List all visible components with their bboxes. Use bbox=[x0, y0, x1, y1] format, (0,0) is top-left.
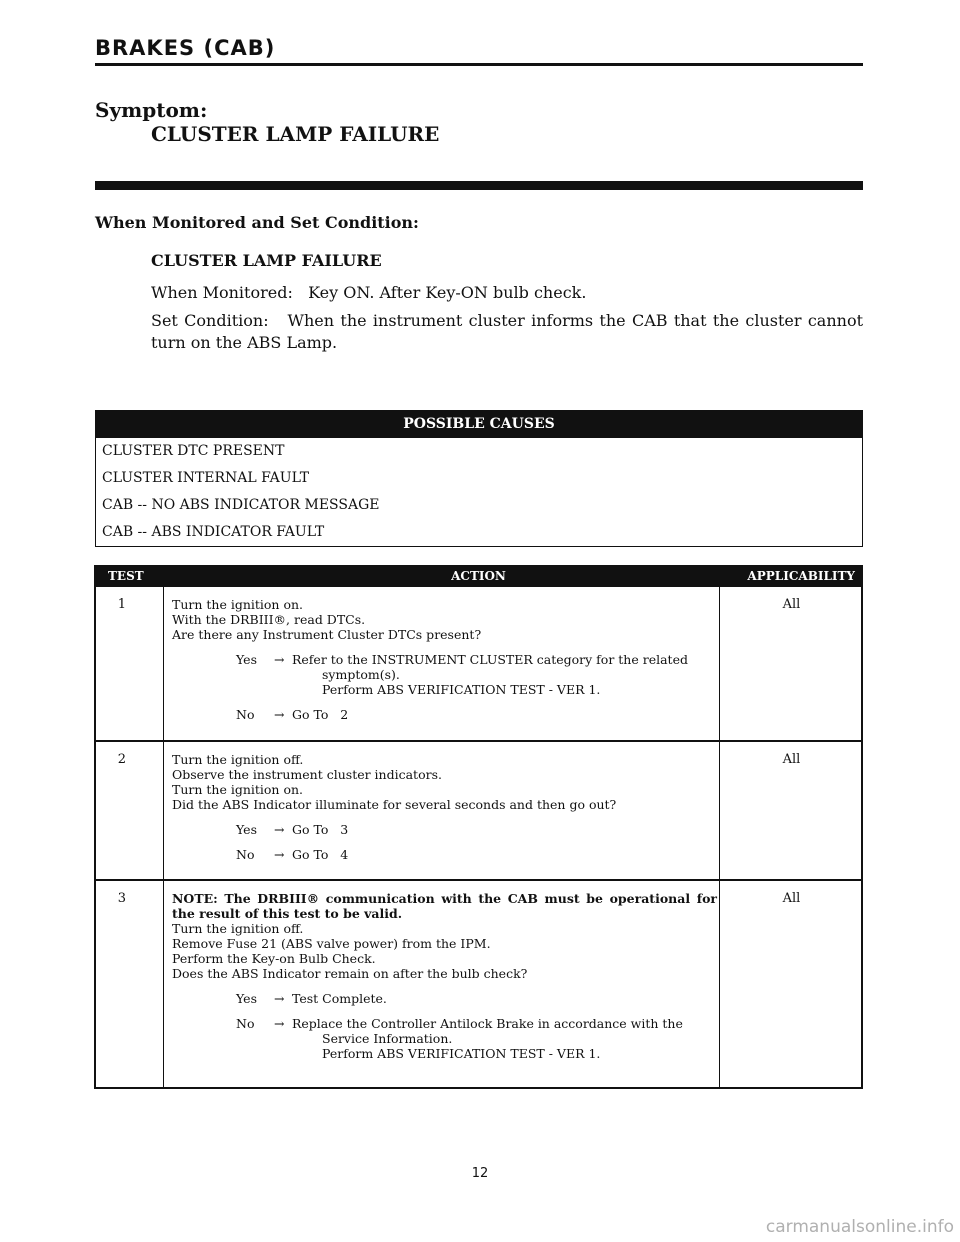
yes-text bbox=[292, 822, 717, 837]
no-line: Service Information. bbox=[322, 1031, 453, 1046]
watermark: carmanualsonline.info bbox=[765, 1217, 954, 1237]
no-label: No bbox=[236, 847, 255, 862]
yes-line: Perform ABS VERIFICATION TEST - VER 1. bbox=[322, 682, 601, 697]
no-line: Replace the Controller Antilock Brake in accordance with the bbox=[292, 1016, 683, 1031]
action-line: Remove Fuse 21 (ABS valve power) from the IPM. bbox=[172, 936, 491, 951]
symptom-label: Symptom: bbox=[95, 98, 208, 122]
cause-item: CLUSTER INTERNAL FAULT bbox=[102, 470, 310, 486]
action-line: Turn the ignition on. bbox=[172, 782, 303, 797]
applicability: All bbox=[782, 752, 801, 767]
no-label: No bbox=[236, 1016, 255, 1031]
action-line: Turn the ignition off. bbox=[172, 752, 304, 767]
symptom-title: CLUSTER LAMP FAILURE bbox=[151, 122, 440, 146]
action-line: Perform the Key-on Bulb Check. bbox=[172, 951, 376, 966]
action-line: With the DRBIII®, read DTCs. bbox=[172, 612, 366, 627]
no-answer bbox=[172, 707, 717, 722]
test-number: 3 bbox=[117, 891, 126, 906]
arrow-icon: → bbox=[274, 847, 285, 862]
arrow-icon: → bbox=[274, 822, 285, 837]
action-line: Observe the instrument cluster indicators. bbox=[172, 767, 442, 782]
arrow-icon: → bbox=[274, 707, 285, 722]
yes-line: Test Complete. bbox=[292, 991, 387, 1006]
action-line: Turn the ignition off. bbox=[172, 921, 304, 936]
test-action bbox=[172, 752, 717, 862]
column-divider bbox=[163, 881, 164, 1087]
header-test: TEST bbox=[108, 569, 144, 583]
set-condition: Set Condition: When the instrument cluster informs the CAB that the cluster cannot turn on the ABS Lamp. bbox=[151, 311, 869, 352]
section-rule bbox=[95, 63, 863, 66]
applicability: All bbox=[782, 597, 801, 612]
no-line: Go To 4 bbox=[292, 847, 349, 862]
yes-label: Yes bbox=[236, 652, 257, 667]
test-action bbox=[172, 891, 717, 1061]
test-table bbox=[94, 565, 863, 1089]
header-action: ACTION bbox=[451, 569, 506, 583]
no-label: No bbox=[236, 707, 255, 722]
test-row bbox=[94, 587, 863, 742]
yes-line: Refer to the INSTRUMENT CLUSTER category for the related bbox=[292, 652, 688, 667]
column-divider bbox=[719, 881, 720, 1087]
possible-causes-box bbox=[95, 410, 863, 547]
applicability: All bbox=[782, 891, 801, 906]
no-line: Go To 2 bbox=[292, 707, 349, 722]
no-line: Perform ABS VERIFICATION TEST - VER 1. bbox=[322, 1046, 601, 1061]
test-row bbox=[94, 742, 863, 881]
no-text bbox=[292, 847, 717, 862]
test-row bbox=[94, 881, 863, 1089]
action-line: Does the ABS Indicator remain on after the bulb check? bbox=[172, 966, 528, 981]
action-line: Are there any Instrument Cluster DTCs present? bbox=[172, 627, 482, 642]
yes-answer bbox=[172, 652, 717, 697]
arrow-icon: → bbox=[274, 991, 285, 1006]
yes-text bbox=[292, 991, 717, 1006]
action-line: Turn the ignition on. bbox=[172, 597, 303, 612]
yes-label: Yes bbox=[236, 991, 257, 1006]
section-header: BRAKES (CAB) bbox=[95, 36, 276, 60]
yes-answer bbox=[172, 991, 717, 1006]
test-table-header bbox=[94, 565, 863, 587]
action-line: Did the ABS Indicator illuminate for several seconds and then go out? bbox=[172, 797, 617, 812]
monitor-heading: When Monitored and Set Condition: bbox=[95, 213, 419, 232]
arrow-icon: → bbox=[274, 652, 285, 667]
cause-item: CAB -- NO ABS INDICATOR MESSAGE bbox=[102, 497, 380, 513]
arrow-icon: → bbox=[274, 1016, 285, 1031]
page-number: 12 bbox=[471, 1166, 489, 1181]
yes-label: Yes bbox=[236, 822, 257, 837]
yes-line: symptom(s). bbox=[322, 667, 400, 682]
cause-item: CLUSTER DTC PRESENT bbox=[102, 443, 285, 459]
no-text bbox=[292, 1016, 717, 1061]
no-answer bbox=[172, 847, 717, 862]
when-monitored: When Monitored: Key ON. After Key-ON bulb check. bbox=[151, 283, 587, 302]
action-note: NOTE: The DRBIII® communication with the CAB must be operational for the result of this test to be valid. bbox=[172, 891, 717, 921]
test-action bbox=[172, 597, 717, 722]
cause-item: CAB -- ABS INDICATOR FAULT bbox=[102, 524, 325, 540]
yes-line: Go To 3 bbox=[292, 822, 349, 837]
yes-text bbox=[292, 652, 717, 697]
header-applicability: APPLICABILITY bbox=[747, 569, 855, 583]
no-answer bbox=[172, 1016, 717, 1061]
heavy-divider bbox=[95, 181, 863, 190]
possible-causes-heading: POSSIBLE CAUSES bbox=[96, 411, 862, 438]
yes-answer bbox=[172, 822, 717, 837]
condition-name: CLUSTER LAMP FAILURE bbox=[151, 251, 382, 270]
no-text bbox=[292, 707, 717, 722]
test-number: 1 bbox=[117, 597, 126, 612]
test-number: 2 bbox=[117, 752, 126, 767]
